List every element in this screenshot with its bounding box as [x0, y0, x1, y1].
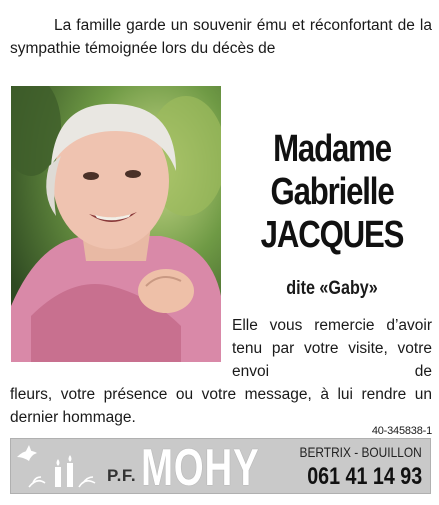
name-first: Gabrielle [270, 171, 394, 213]
thanks-text-side: Elle vous remercie d’avoir tenu par votre visite, votre envoi de [232, 317, 432, 380]
name-last: JACQUES [260, 214, 404, 256]
portrait-illustration [11, 86, 221, 362]
funeral-home-banner [10, 438, 431, 497]
company-name: MOHY [141, 439, 260, 497]
intro-text: La famille garde un souvenir ému et réconfortant de la sympathie témoignée lors du décès de [10, 17, 432, 57]
locations: BERTRIX - BOUILLON [299, 444, 422, 460]
intro-paragraph [10, 14, 432, 60]
thanks-text-full: fleurs, votre présence ou votre message, à lui rendre un dernier hommage. [10, 386, 432, 426]
name-title: Madame [273, 128, 391, 170]
deceased-name [226, 128, 438, 257]
pf-prefix: P.F. [107, 466, 137, 485]
nickname: dite «Gaby» [286, 278, 378, 299]
reference-number: 40-345838-1 [371, 425, 432, 437]
dove-candles-icon [15, 443, 101, 491]
phone-number: 061 41 14 93 [307, 463, 422, 490]
portrait-photo [11, 86, 221, 362]
